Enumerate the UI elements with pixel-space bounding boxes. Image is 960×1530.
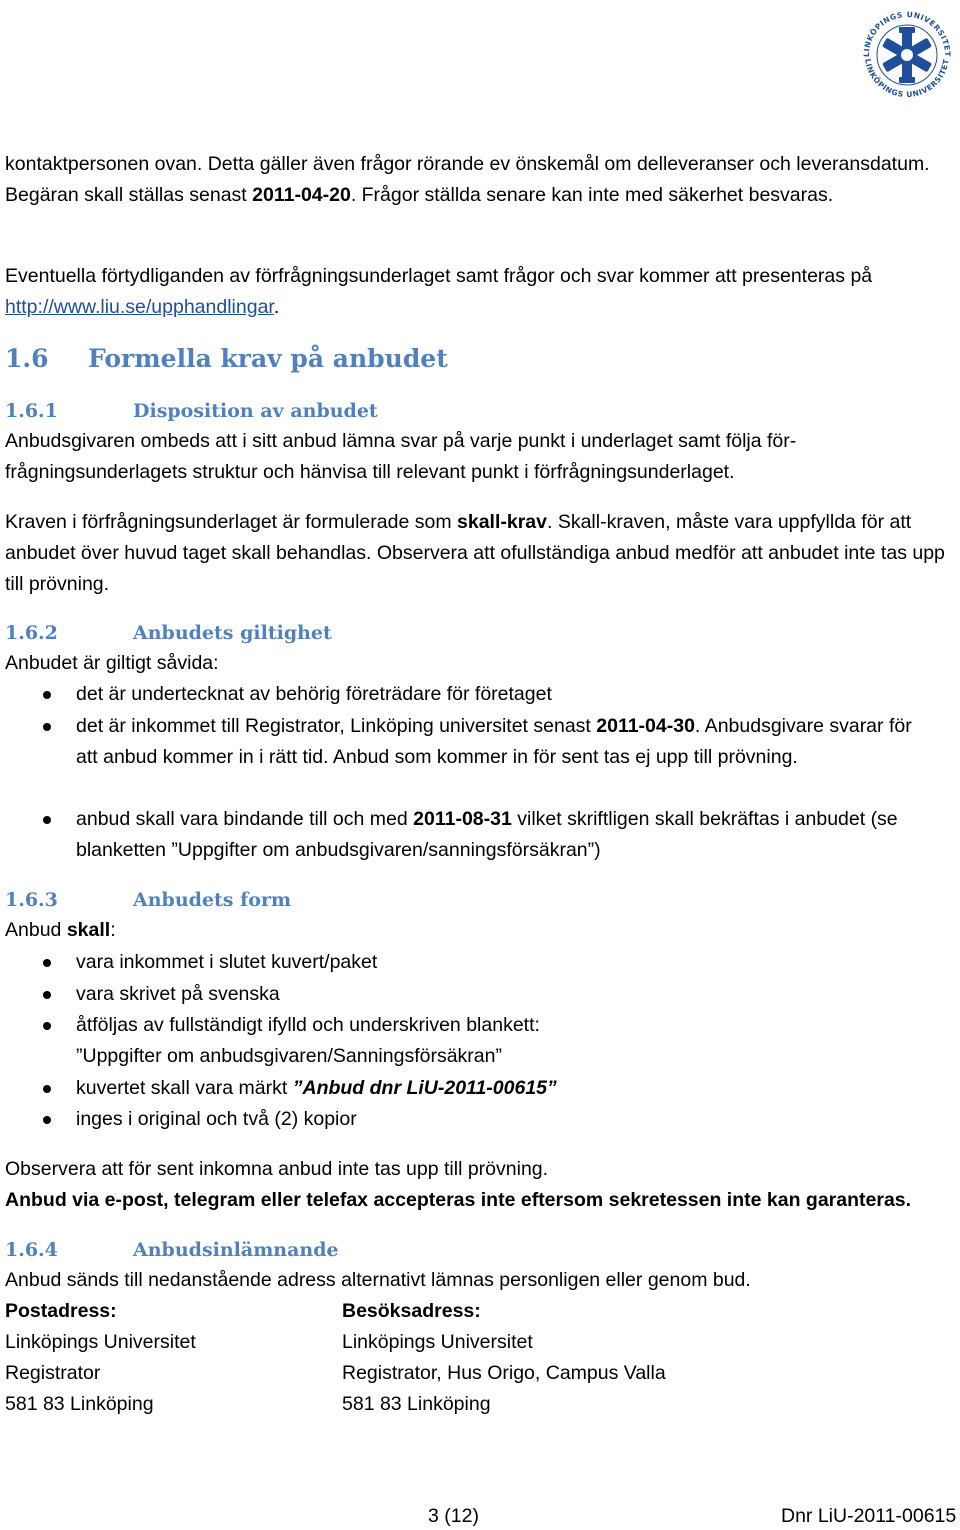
list-item: åtföljas av fullständigt ifylld och underskriven blankett: ”Uppgifter om anbudsgivaren/Sanningsförsäkran” (5, 1010, 930, 1072)
list-item: det är inkommet till Registrator, Linköping universitet senast 2011-04-30. Anbudsgivare svarar för att anbud kommer in i rätt tid. Anbud som kommer in för sent tas ej upp till prövning. (5, 711, 930, 773)
postal-line: 581 83 Linköping (5, 1393, 154, 1415)
document-number: Dnr LiU-2011-00615 (781, 1505, 957, 1527)
logo-emblem (882, 27, 932, 83)
bullet-icon (43, 1116, 51, 1124)
list-item: vara skrivet på svenska (5, 979, 930, 1010)
visit-line: Linköpings Universitet (342, 1331, 533, 1353)
bullet-icon (43, 991, 51, 999)
heading-1-6-2: 1.6.2 Anbudets giltighet (5, 622, 332, 644)
page-number: 3 (12) (428, 1505, 479, 1527)
list-item: anbud skall vara bindande till och med 2011-08-31 vilket skriftligen skall bekräftas i anbudet (se blanketten ”Uppgifter om anbudsgivaren/sanningsförsäkran”) (5, 804, 930, 866)
logo-text-bottom: LINKÖPINGS UNIVERSITET (863, 58, 951, 100)
postal-label: Postadress: (5, 1300, 117, 1322)
bullet-icon (43, 1085, 51, 1093)
visit-label: Besöksadress: (342, 1300, 481, 1322)
bullet-icon (43, 1022, 51, 1030)
logo-text-top: LINKÖPINGS UNIVERSITET (861, 9, 953, 58)
visit-line: Registrator, Hus Origo, Campus Valla (342, 1362, 666, 1384)
disposition-paragraph: Anbudsgivaren ombeds att i sitt anbud lämna svar på varje punkt i underlaget samt följa för-frågningsunderlagets struktur och hänvisa till relevant punkt i förfrågningsunderlaget. (5, 430, 797, 483)
postal-line: Registrator (5, 1362, 101, 1384)
submission-intro: Anbud sänds till nedanstående adress alternativt lämnas personligen eller genom bud. (5, 1269, 751, 1291)
bullet-icon (43, 816, 51, 824)
late-note: Observera att för sent inkomna anbud inte tas upp till prövning. (5, 1158, 549, 1180)
visit-line: 581 83 Linköping (342, 1393, 491, 1415)
email-note: Anbud via e-post, telegram eller telefax accepteras inte eftersom sekretessen inte kan garanteras. (5, 1189, 912, 1211)
list-item: vara inkommet i slutet kuvert/paket (5, 947, 930, 978)
bullet-icon (43, 691, 51, 699)
list-item: inges i original och två (2) kopior (5, 1104, 930, 1135)
bullet-icon (43, 723, 51, 731)
section-heading-1-6: 1.6 Formella krav på anbudet (5, 344, 448, 373)
skall-krav-paragraph: Kraven i förfrågningsunderlaget är formulerade som skall-krav. Skall-kraven, måste vara uppfyllda för att anbudet över huvud taget skall behandlas. Observera att ofullständiga anbud medför att anbudet inte tas upp till prövning. (5, 511, 945, 595)
visiting-address (342, 1296, 666, 1420)
postal-line: Linköpings Universitet (5, 1331, 196, 1353)
postal-address (5, 1296, 196, 1420)
address-table (5, 1296, 952, 1420)
heading-1-6-3: 1.6.3 Anbudets form (5, 889, 292, 911)
upphandlingar-link[interactable]: http://www.liu.se/upphandlingar (5, 296, 274, 318)
form-intro: Anbud skall: (5, 919, 116, 941)
heading-1-6-1: 1.6.1 Disposition av anbudet (5, 400, 378, 422)
list-item: kuvertet skall vara märkt ”Anbud dnr LiU-2011-00615” (5, 1073, 930, 1104)
list-item: det är undertecknat av behörig företrädare för företaget (5, 679, 930, 710)
heading-1-6-4: 1.6.4 Anbudsinlämnande (5, 1239, 339, 1261)
liu-logo (855, 3, 959, 107)
bullet-icon (43, 959, 51, 967)
intro-paragraph-2: Eventuella förtydliganden av förfrågningsunderlaget samt frågor och svar kommer att presenteras på http://www.liu.se/upphandlingar. (5, 265, 873, 318)
intro-paragraph-1: kontaktpersonen ovan. Detta gäller även frågor rörande ev önskemål om delleveranser och leveransdatum. Begäran skall ställas senast 2011-04-20. Frågor ställda senare kan inte med säkerhet besvaras. (5, 153, 930, 206)
giltighet-intro: Anbudet är giltigt såvida: (5, 652, 219, 674)
